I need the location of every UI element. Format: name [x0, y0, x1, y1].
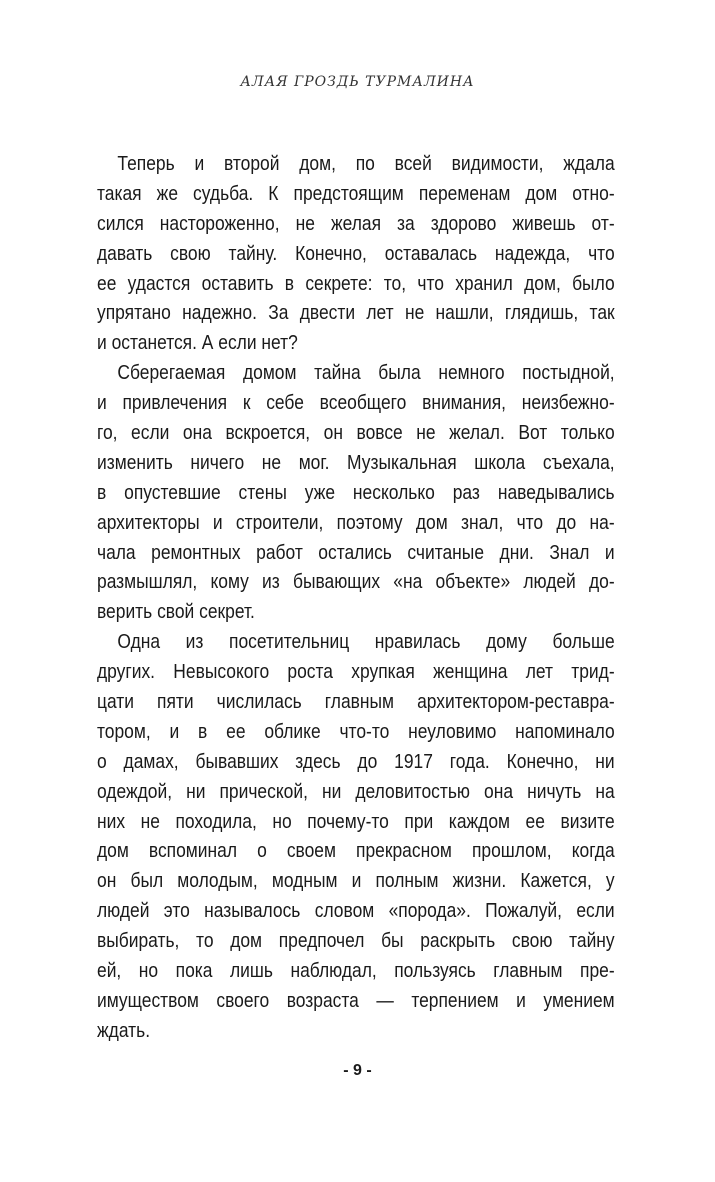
text-line: [97, 836, 615, 866]
text-line-content: Теперь и второй дом, по всей видимости, ждала: [117, 152, 615, 175]
text-line: [97, 807, 615, 837]
text-line: [97, 747, 615, 777]
text-line-content: тором, и в ее облике что-то неуловимо напоминало: [97, 719, 615, 743]
text-line: [97, 1016, 615, 1046]
text-line-content: людей это называлось словом «порода». Пожалуй, если: [97, 899, 615, 923]
text-line-content: имуществом своего возраста — терпением и умением: [97, 988, 615, 1012]
text-line: [97, 926, 615, 956]
text-line-content: и привлечения к себе всеобщего внимания, неизбежно-: [97, 391, 615, 415]
text-line-content: упрятано надежно. За двести лет не нашли, глядишь, так: [97, 301, 615, 325]
text-line: [97, 269, 615, 299]
text-line: [97, 717, 615, 747]
text-line: [97, 567, 615, 597]
text-line-content: и останется. А если нет?: [97, 331, 298, 355]
text-line: [97, 298, 615, 328]
text-line-content: го, если она вскроется, он вовсе не желал. Вот только: [97, 421, 615, 445]
text-line: [97, 687, 615, 717]
paragraph: [97, 358, 615, 627]
text-line: [97, 209, 615, 239]
text-line-content: о дамах, бывавших здесь до 1917 года. Конечно, ни: [97, 749, 615, 773]
text-line: [97, 358, 615, 388]
text-line-content: других. Невысокого роста хрупкая женщина лет трид-: [97, 660, 615, 684]
running-header: АЛАЯ ГРОЗДЬ ТУРМАЛИНА: [240, 74, 475, 90]
text-line: [97, 956, 615, 986]
text-line: [97, 448, 615, 478]
text-line-content: такая же судьба. К предстоящим переменам дом отно-: [97, 181, 615, 205]
text-line-content: цати пяти числилась главным архитектором-реставра-: [97, 690, 615, 714]
text-line-content: них не походила, но почему-то при каждом ее визите: [97, 809, 615, 833]
text-line-content: верить свой секрет.: [97, 600, 255, 624]
text-line: [97, 777, 615, 807]
text-line: [97, 986, 615, 1016]
text-line-content: Одна из посетительниц нравилась дому больше: [117, 630, 615, 654]
text-line-content: Сберегаемая домом тайна была немного постыдной,: [117, 361, 615, 385]
text-line-content: в опустевшие стены уже несколько раз наведывались: [97, 480, 615, 504]
text-line: [97, 538, 615, 568]
text-line-content: давать свою тайну. Конечно, оставалась надежда, что: [97, 241, 615, 265]
paragraph: [97, 627, 615, 1045]
text-line-content: он был молодым, модным и полным жизни. Кажется, у: [97, 869, 615, 893]
text-line-content: ей, но пока лишь наблюдал, пользуясь главным пре-: [97, 959, 615, 983]
text-line: [97, 508, 615, 538]
text-line: [97, 388, 615, 418]
text-line: [97, 657, 615, 687]
text-line-content: архитекторы и строители, поэтому дом знал, что до на-: [97, 510, 615, 534]
text-line: [97, 149, 615, 179]
text-line-content: ее удастся оставить в секрете: то, что хранил дом, было: [97, 271, 615, 295]
text-line-content: ждать.: [97, 1018, 151, 1042]
text-line-content: размышлял, кому из бывающих «на объекте» людей до-: [97, 570, 615, 594]
text-line-content: дом вспоминал о своем прекрасном прошлом, когда: [97, 839, 615, 863]
text-line-content: чала ремонтных работ остались считаные дни. Знал и: [97, 540, 615, 564]
text-line-content: сился настороженно, не желая за здорово живешь от-: [97, 211, 615, 235]
text-line: [97, 328, 615, 358]
text-line-content: изменить ничего не мог. Музыкальная школа съехала,: [97, 450, 615, 474]
text-line: [97, 478, 615, 508]
text-line: [97, 239, 615, 269]
text-line: [97, 418, 615, 448]
page-number: - 9 -: [343, 1062, 372, 1079]
text-line: [97, 179, 615, 209]
paragraph: [97, 149, 615, 358]
text-line-content: выбирать, то дом предпочел бы раскрыть свою тайну: [97, 929, 615, 953]
body-text: [97, 149, 615, 1046]
text-line: [97, 597, 615, 627]
text-line: [97, 896, 615, 926]
text-line: [97, 866, 615, 896]
text-line: [97, 627, 615, 657]
text-line-content: одеждой, ни прической, ни деловитостью она ничуть на: [97, 779, 615, 803]
